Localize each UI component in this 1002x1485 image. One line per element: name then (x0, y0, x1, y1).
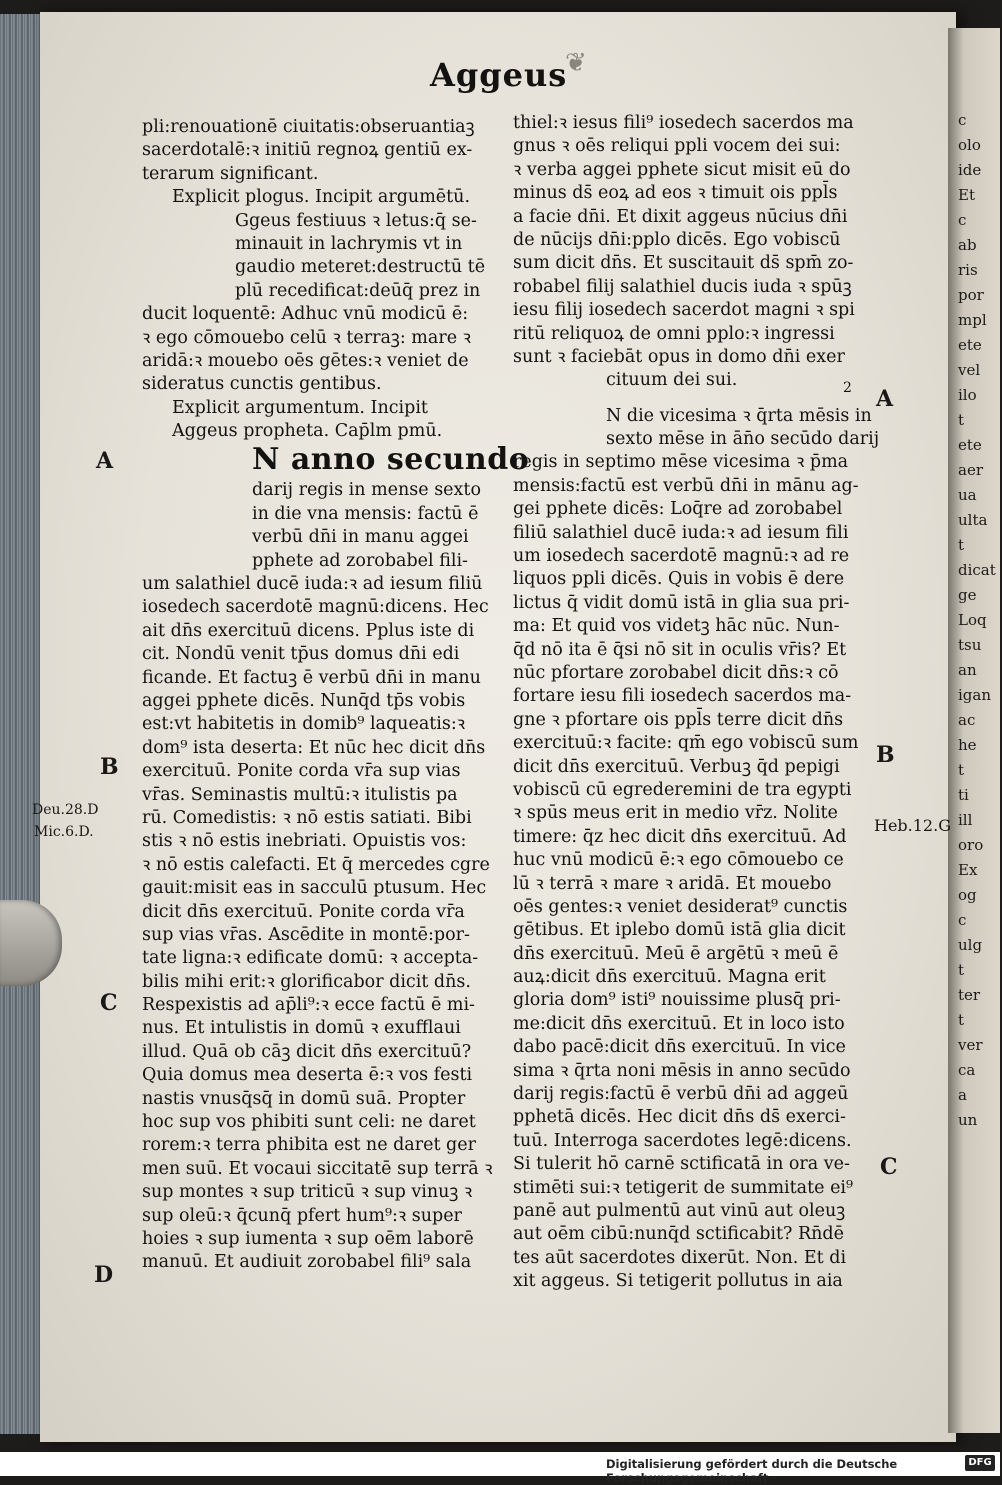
text-line: minauit in lachrymis vt in (235, 233, 463, 254)
text-line: ꝛ ego cōmouebo celū ꝛ terraꝫ: mare ꝛ (142, 327, 471, 348)
text-line: gnus ꝛ oēs reliqui ppli vocem dei sui: (513, 136, 841, 157)
text-line: dicit dn̄s exercituū. Verbuꝫ q̄d pepigi (513, 756, 840, 777)
text-line: tes aūt sacerdotes dixerūt. Non. Et di (513, 1247, 847, 1268)
text-line: dicit dn̄s exercituū. Ponite corda vr̄a (142, 901, 465, 922)
margin-letter-c-left: C (100, 990, 118, 1016)
text-line: nastis vnusq̄sq̄ in domū suā. Propter (142, 1088, 466, 1109)
text-line: vr̄as. Seminastis multū:ꝛ itulistis pa (142, 784, 458, 805)
text-line: regis in septimo mēse vicesima ꝛ p̄ma (513, 452, 849, 473)
text-line: nus. Et intulistis in domū ꝛ exufflaui (142, 1018, 461, 1039)
text-line: plū recedificat:deūq̄ prez in (235, 280, 481, 301)
text-line: bilis mihi erit:ꝛ glorificabor dicit dn̄s. (142, 971, 471, 992)
text-line: cit. Nondū venit tp̄us domus dn̄i edi (142, 644, 460, 665)
text-line: q̄d nō ita ē q̄si nō sit in oculis vr̄is? Et (513, 639, 847, 660)
text-line: gauit:misit eas in sacculū ptusum. Hec (142, 878, 487, 899)
text-line: tate ligna:ꝛ edificate domū: ꝛ accepta- (142, 948, 479, 969)
section-number: 2 (843, 379, 852, 396)
text-line: dn̄s exercituū. Meū ē argētū ꝛ meū ē (513, 943, 839, 964)
text-line: ꝛ spūs meus erit in medio vr̄z. Nolite (513, 803, 838, 824)
text-line: exercituū:ꝛ facite: qm̄ ego vobiscū sum (513, 733, 859, 754)
text-line: darij regis in mense sexto (252, 480, 481, 501)
text-line: ritū reliquoꝝ de omni pplo:ꝛ ingressi (513, 323, 835, 344)
text-line: vobiscū cū egrederemini de tra egypti (513, 779, 852, 800)
text-line: sup oleū:ꝛ q̄cunq̄ pfert hum⁹:ꝛ super (142, 1205, 462, 1226)
text-line: sunt ꝛ faciebāt opus in domo dn̄i exer (513, 346, 845, 367)
text-line: huc vnū modicū ē:ꝛ ego cōmouebo ce (513, 850, 844, 871)
footer-credit: Digitalisierung gefördert durch die Deutsche Forschungsgemeinschaft · (606, 1457, 898, 1485)
text-line: manuū. Et audiuit zorobabel fili⁹ sala (142, 1252, 472, 1273)
text-line: um salathiel ducē iuda:ꝛ ad iesum filiū (142, 574, 483, 595)
text-line: ꝛ verba aggei pphete sicut misit eū do (513, 159, 851, 180)
text-line: sacerdotalē:ꝛ initiū regnoꝝ gentiū ex- (142, 140, 473, 161)
text-line: hoc sup vos phibiti sunt celi: ne daret (142, 1112, 476, 1133)
text-line: rorem:ꝛ terra phibita est ne daret ger (142, 1135, 476, 1156)
text-line: filiū salathiel ducē iuda:ꝛ ad iesum fili (513, 522, 849, 543)
ink-smudge: ❦ (565, 48, 587, 78)
text-line: stimēti sui:ꝛ tetigerit de summitate ei⁹ (513, 1177, 854, 1198)
margin-letter-a-left: A (96, 448, 114, 474)
text-line: panē aut pulmentū aut vinū aut oleuꝫ (513, 1200, 846, 1221)
text-line: minus ds̄ eoꝝ ad eos ꝛ timuit ois ppl̄s (513, 183, 838, 204)
text-line: de nūcijs dn̄i:pplo dicēs. Ego vobiscū (513, 229, 841, 250)
text-line: dom⁹ ista deserta: Et nūc hec dicit dn̄s (142, 737, 486, 758)
text-line: rū. Comedistis: ꝛ nō estis satiati. Bibi (142, 807, 472, 828)
text-line: hoies ꝛ sup iumenta ꝛ sup oēm laborē (142, 1228, 474, 1249)
margin-ref-deut: Deu.28.D (32, 802, 99, 818)
margin-letter-b-right: B (876, 742, 895, 768)
text-line: ducit loquentē: Adhuc vnū modicū ē: (142, 304, 469, 325)
margin-ref-mic: Mic.6.D. (34, 824, 94, 840)
margin-letter-a-right: A (876, 386, 894, 412)
text-line: sup montes ꝛ sup triticū ꝛ sup vinuꝫ ꝛ (142, 1182, 473, 1203)
text-line: auꝝ:dicit dn̄s exercituū. Magna erit (513, 967, 826, 988)
text-line: sima ꝛ q̄rta noni mēsis in anno secūdo (513, 1060, 851, 1081)
text-line: ficande. Et factuꝫ ē verbū dn̄i in manu (142, 667, 481, 688)
text-line: aggei pphete dicēs. Nunq̄d tp̄s vobis (142, 690, 466, 711)
text-line: Respexistis ad ap̄li⁹:ꝛ ecce factū ē mi- (142, 995, 475, 1016)
text-line: illud. Quā ob cāꝫ dicit dn̄s exercituū? (142, 1041, 472, 1062)
text-line: verbū dn̄i in manu aggei (252, 527, 469, 548)
text-line: a facie dn̄i. Et dixit aggeus nūcius dn̄i (513, 206, 848, 227)
text-line: gētibus. Et iplebo domū istā glia dicit (513, 920, 846, 941)
text-line: men suū. Et vocaui siccitatē sup terrā ꝛ (142, 1158, 493, 1179)
text-line: aut oēm cibū:nunq̄d sctificabit? Rn̄dē (513, 1224, 844, 1245)
text-line: terarum significant. (142, 163, 319, 184)
right-column (513, 112, 880, 1294)
text-line: iesu filij iosedech sacerdot magni ꝛ spi (513, 300, 855, 321)
text-line: sum dicit dn̄s. Et suscitauit ds̄ spm̄ zo- (513, 253, 854, 274)
text-line: Quia domus mea deserta ē:ꝛ vos festi (142, 1065, 473, 1086)
text-line: gei pphete dicēs: Loq̄re ad zorobabel (513, 499, 843, 520)
text-line: iosedech sacerdotē magnū:dicens. Hec (142, 597, 489, 618)
text-line: stis ꝛ nō estis inebriati. Opuistis vos: (142, 831, 467, 852)
margin-letter-d-left: D (94, 1262, 114, 1288)
text-line: tuū. Interroga sacerdotes legē:dicens. (513, 1130, 852, 1151)
text-line: in die vna mensis: factū ē (252, 503, 479, 524)
text-line: Explicit argumentum. Incipit (172, 397, 428, 418)
left-column (142, 116, 530, 1275)
text-line: mensis:factū est verbū dn̄i in mānu ag- (513, 475, 859, 496)
text-line: lictus q̄ vidit domū istā in glia sua pri- (513, 592, 850, 613)
text-line: est:vt habitetis in domib⁹ laqueatis:ꝛ (142, 714, 466, 735)
text-line: exercituū. Ponite corda vr̄a sup vias (142, 761, 461, 782)
text-line: gloria dom⁹ isti⁹ nouissime plusq̄ pri- (513, 990, 841, 1011)
text-line: darij regis:factū ē verbū dn̄i ad aggeū (513, 1084, 849, 1105)
text-line: xit aggeus. Si tetigerit pollutus in aia (513, 1271, 843, 1292)
text-line: ꝛ nō estis calefacti. Et q̄ mercedes cgre (142, 854, 490, 875)
text-line: pphete ad zorobabel fili- (252, 550, 468, 571)
text-line: Aggeus propheta. Cap̄lm pmū. (172, 421, 443, 442)
text-line: liquos ppli dicēs. Quis in vobis ē dere (513, 569, 845, 590)
text-line: dabo pacē:dicit dn̄s exercituū. In vice (513, 1037, 846, 1058)
text-line: nūc pfortare zorobabel dicit dn̄s:ꝛ cō (513, 662, 839, 683)
running-head: Aggeus (430, 56, 568, 94)
chapter-incipit: N anno secundo (252, 442, 530, 478)
margin-letter-b-left: B (100, 754, 119, 780)
text-line: Si tulerit hō carnē sctificatā in ora ve- (513, 1154, 850, 1175)
text-line: sexto mēse in ān̄o secūdo darij (606, 429, 880, 450)
text-line: fortare iesu fili iosedech sacerdos ma- (513, 686, 852, 707)
text-line: aridā:ꝛ mouebo oēs gētes:ꝛ veniet de (142, 350, 469, 371)
text-line: sup vias vr̄as. Ascēdite in montē:por- (142, 924, 470, 945)
text-line: N die vicesima ꝛ q̄rta mēsis in (606, 405, 872, 426)
margin-ref-heb: Heb.12.G (874, 816, 951, 835)
text-line: me:dicit dn̄s exercituū. Et in loco isto (513, 1013, 845, 1034)
text-line: pphetā dicēs. Hec dicit dn̄s ds̄ exerci- (513, 1107, 846, 1128)
text-line: robabel filij salathiel ducis iuda ꝛ spūꝫ (513, 276, 852, 297)
text-line: pli:renouationē ciuitatis:obseruantiaꝫ (142, 117, 475, 137)
text-line: ma: Et quid vos videtꝫ hāc nūc. Nun- (513, 616, 840, 637)
text-line: um iosedech sacerdotē magnū:ꝛ ad re (513, 546, 850, 567)
text-line: thiel:ꝛ iesus fili⁹ iosedech sacerdos ma (513, 113, 854, 133)
text-line: sideratus cunctis gentibus. (142, 374, 382, 395)
text-line: gaudio meteret:destructū tē (235, 257, 486, 278)
text-line: Ggeus festiuus ꝛ letus:q̄ se- (235, 210, 477, 231)
text-line: ait dn̄s exercituū dicens. Pplus iste di (142, 620, 475, 641)
dfg-logo: DFG (965, 1455, 995, 1471)
next-page-text: c olo ide Et c ab ris por mpl ete vel ilo t ete aer ua ulta t dicat ge Loq tsu an igan ac he t ti ill oro Ex og c ulg t ter t ver ca a un (958, 111, 996, 1129)
text-line: oēs gentes:ꝛ veniet desiderat⁹ cunctis (513, 896, 848, 917)
text-line: lū ꝛ terrā ꝛ mare ꝛ aridā. Et mouebo (513, 873, 832, 894)
text-line: Explicit plogus. Incipit argumētū. (172, 187, 471, 208)
text-line: gne ꝛ pfortare ois ppl̄s terre dicit dn̄s (513, 709, 844, 730)
text-line: cituum dei sui. (606, 370, 738, 391)
margin-letter-c-right: C (880, 1154, 898, 1180)
text-line: timere: q̄z hec dicit dn̄s exercituū. Ad (513, 826, 847, 847)
